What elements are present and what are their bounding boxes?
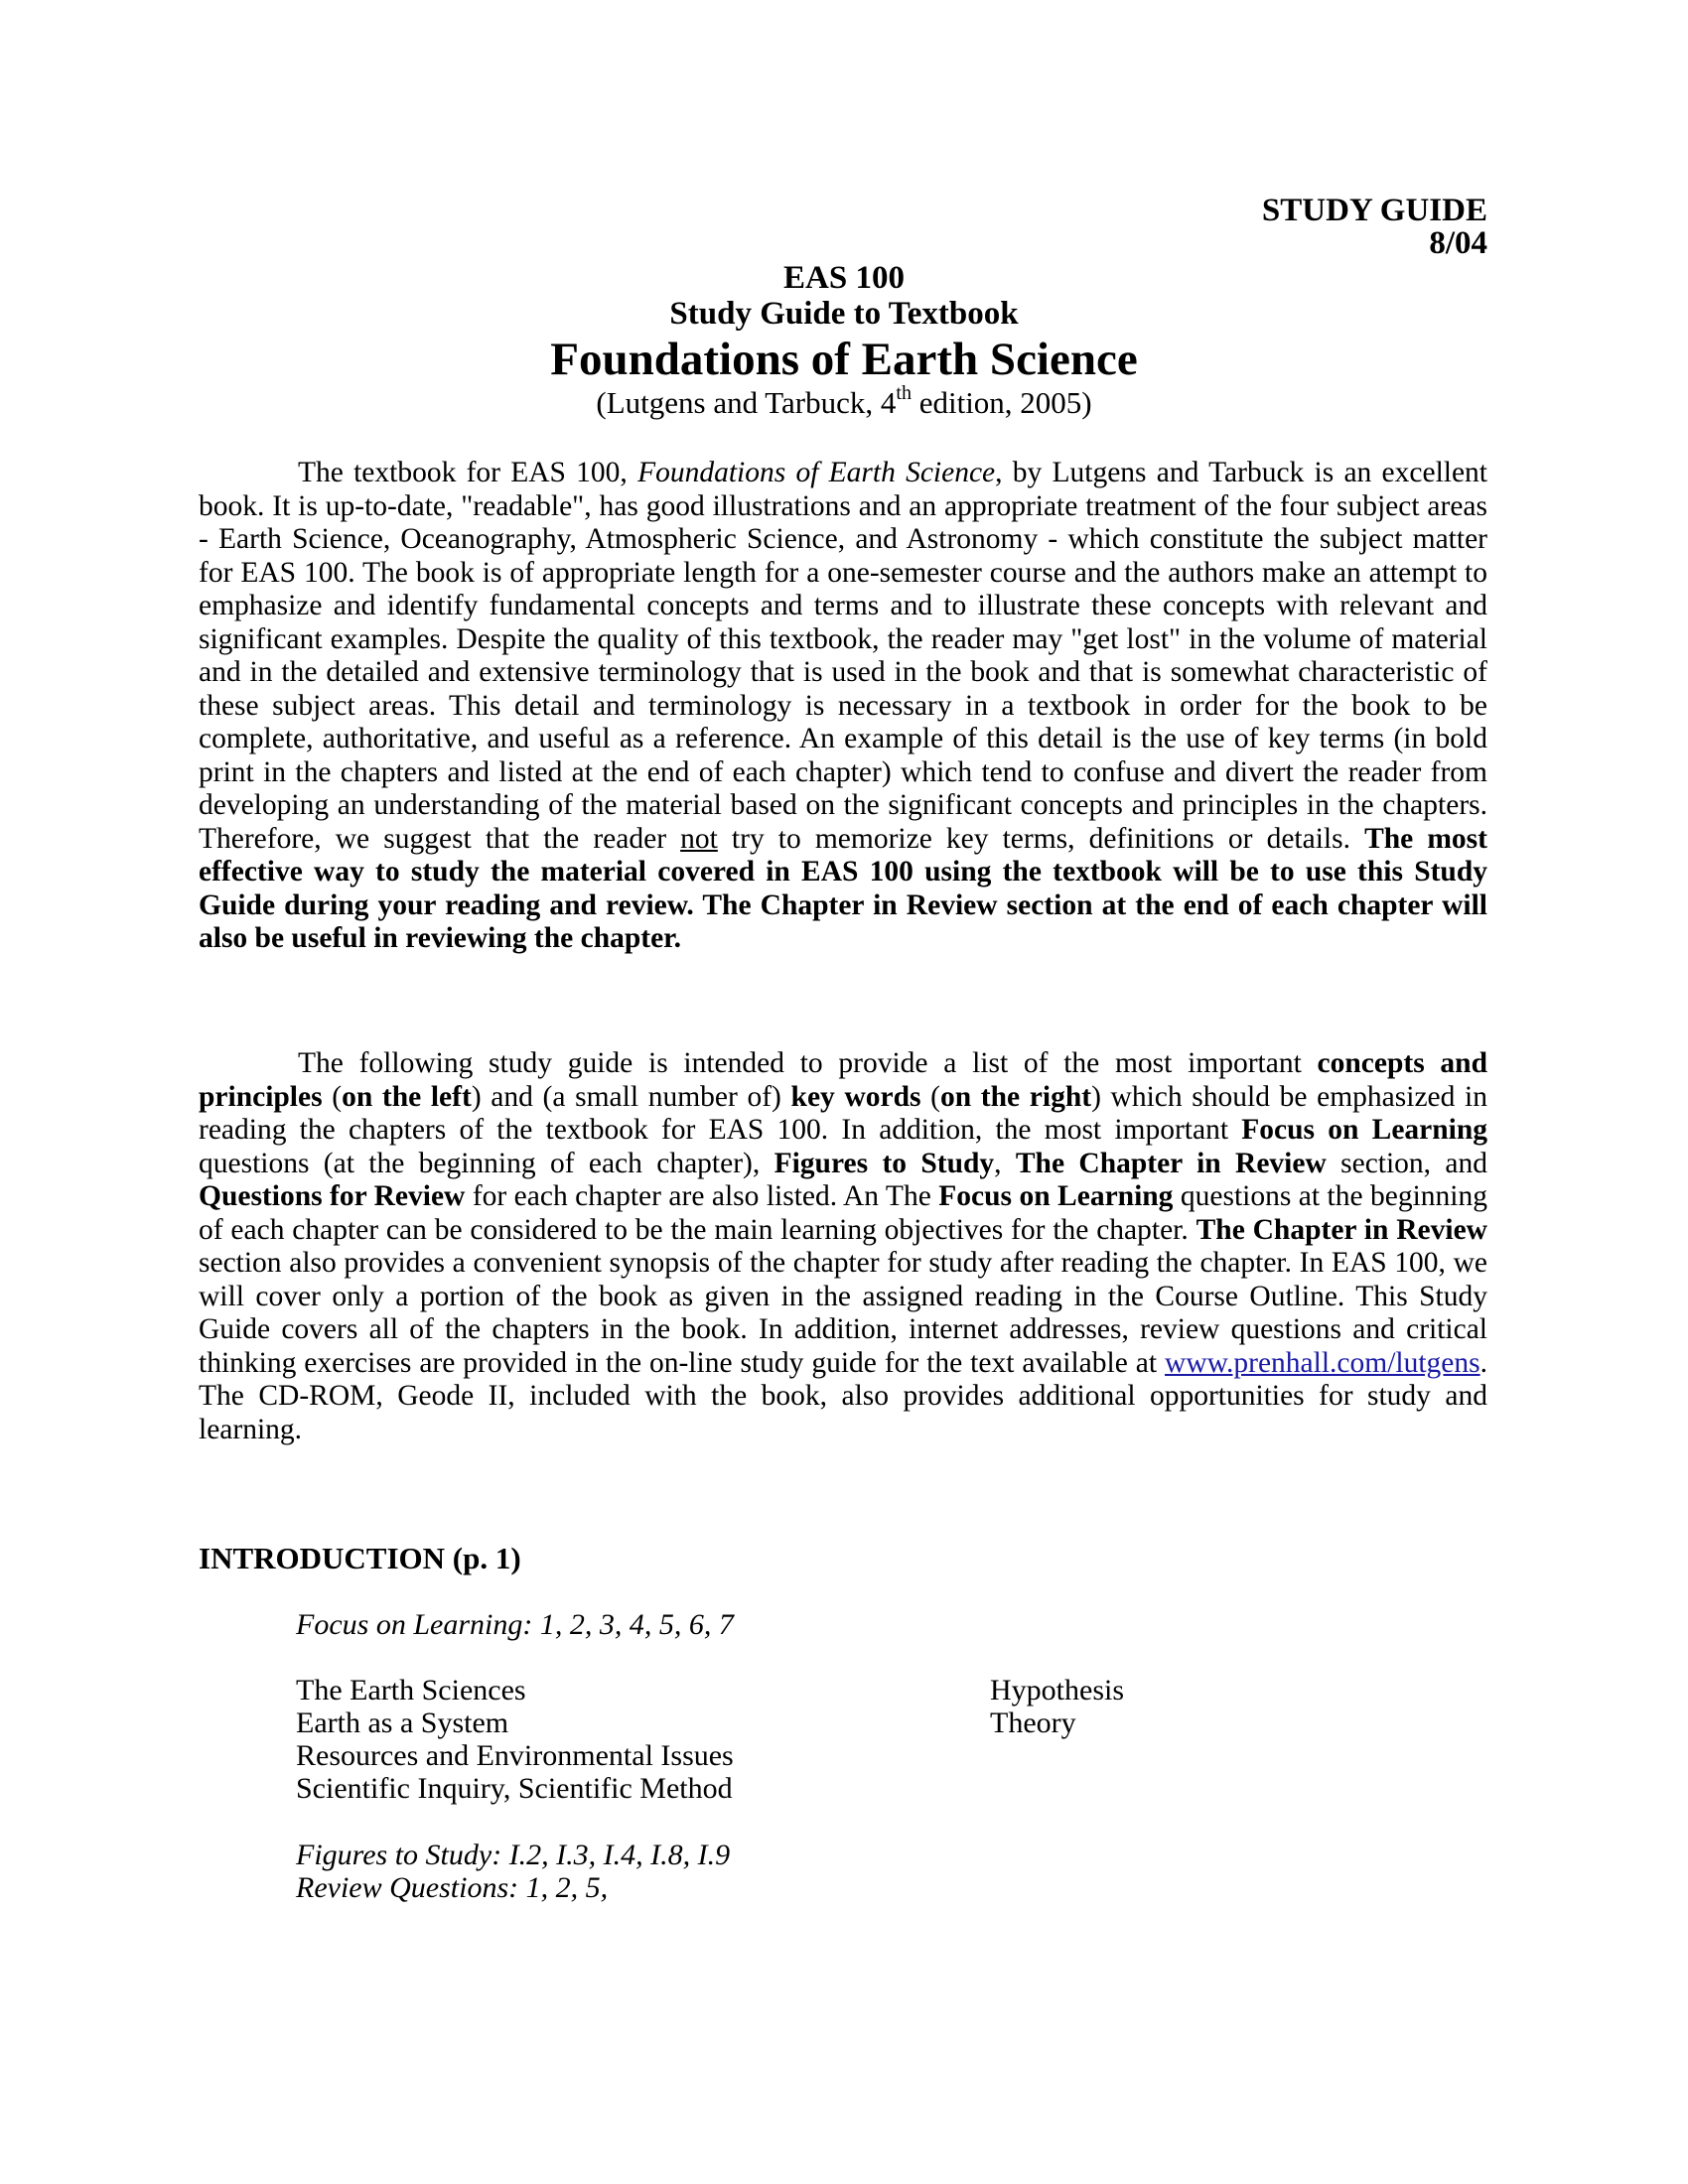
bold-term: Focus on Learning	[1241, 1114, 1488, 1146]
underlined-not: not	[680, 822, 718, 855]
text-run: ) and (a small number of)	[471, 1080, 791, 1113]
study-guide-label: STUDY GUIDE	[1261, 193, 1487, 228]
bold-term: on the left	[342, 1080, 472, 1113]
text-run: try to memorize key terms, definitions or details.	[717, 822, 1365, 855]
concepts-list	[296, 1674, 734, 1805]
text-run: (	[920, 1080, 940, 1113]
bold-term: key words	[790, 1080, 921, 1113]
text-run: questions (at the beginning of each chapter),	[199, 1147, 774, 1179]
text-run: ,	[994, 1147, 1016, 1179]
authors-text-end: edition, 2005)	[911, 385, 1092, 420]
bold-term: Focus on Learning	[938, 1180, 1174, 1212]
bold-term: concepts and principles	[199, 1047, 1487, 1113]
focus-on-learning: Focus on Learning: 1, 2, 3, 4, 5, 6, 7	[296, 1608, 734, 1641]
introduction-heading: INTRODUCTION (p. 1)	[199, 1541, 521, 1575]
course-subtitle: Study Guide to Textbook	[669, 296, 1019, 332]
authors-text: (Lutgens and Tarbuck, 4	[596, 385, 897, 420]
text-run: The following study guide is intended to provide a list of the most important	[298, 1047, 1318, 1079]
review-questions: Review Questions: 1, 2, 5,	[296, 1871, 609, 1904]
prenhall-link[interactable]: www.prenhall.com/lutgens	[1165, 1346, 1480, 1379]
text-run: section, and	[1326, 1147, 1487, 1179]
guide-paragraph	[199, 1047, 1487, 1446]
figures-and-review	[296, 1839, 730, 1904]
text-run: for each chapter are also listed. An The	[465, 1180, 939, 1212]
document-date: 8/04	[1429, 225, 1487, 261]
concept-item: Resources and Environmental Issues	[296, 1739, 734, 1772]
concept-item: Earth as a System	[296, 1706, 509, 1739]
bold-term: Figures to Study	[774, 1147, 995, 1179]
text-run: . The CD-ROM, Geode II, included with the book, also provides additional opportunities for study and learning.	[199, 1346, 1487, 1445]
text-run: (	[322, 1080, 343, 1113]
book-authors	[0, 382, 1688, 421]
text-run: The textbook for EAS 100,	[298, 457, 638, 488]
text-run: questions at the beginning of each chapter can be considered to be the main learning objectives for the chapter.	[199, 1180, 1488, 1246]
bold-term: Questions for Review	[199, 1180, 466, 1212]
keyword-item: Hypothesis	[990, 1674, 1124, 1706]
figures-to-study: Figures to Study: I.2, I.3, I.4, I.8, I.9	[296, 1839, 731, 1871]
book-title: Foundations of Earth Science	[550, 334, 1138, 385]
concept-item: Scientific Inquiry, Scientific Method	[296, 1772, 733, 1805]
bold-term: on the right	[939, 1080, 1092, 1113]
text-run: section also provides a convenient synopsis of the chapter for study after reading the chapter. In EAS 100, we will cover only a portion of the book as given in the assigned reading in the Course Outline. This Study Guide covers all of the chapters in the book. In addition, internet addresses, review questions and critical thinking exercises are provided in the on-line study guide for the text available at	[199, 1247, 1487, 1379]
edition-superscript: th	[896, 382, 912, 404]
course-title: EAS 100	[783, 260, 905, 296]
bold-advice: The most effective way to study the material covered in EAS 100 using the textbook will be to use this Study Guide during your reading and review. The Chapter in Review section at the end of each chapter will also be useful in reviewing the chapter.	[199, 822, 1487, 954]
intro-paragraph	[199, 457, 1487, 956]
book-title-italic: Foundations of Earth Science	[637, 457, 996, 488]
text-run: ) which should be emphasized in reading the chapters of the textbook for EAS 100. In addition, the most important	[199, 1080, 1487, 1146]
title-block	[0, 260, 1688, 421]
keyword-item: Theory	[990, 1706, 1076, 1739]
keywords-list	[990, 1674, 1124, 1739]
study-guide-header	[1262, 195, 1487, 260]
text-run: , by Lutgens and Tarbuck is an excellent book. It is up-to-date, "readable", has good illustrations and an appropriate treatment of the four subject areas - Earth Science, Oceanography, Atmospheric Science, and Astronomy - which constitute the subject matter for EAS 100. The book is of appropriate length for a one-semester course and the authors make an attempt to emphasize and identify fundamental concepts and terms and to illustrate these concepts with relevant and significant examples. Despite the quality of this textbook, the reader may "get lost" in the volume of material and in the detailed and extensive terminology that is used in the book and that is somewhat characteristic of these subject areas. This detail and terminology is necessary in a textbook in order for the book to be complete, authoritative, and useful as a reference. An example of this detail is the use of key terms (in bold print in the chapters and listed at the end of each chapter) which tend to confuse and divert the reader from developing an understanding of the material based on the significant concepts and principles in the chapters. Therefore, we suggest that the reader	[199, 457, 1487, 855]
bold-term: The Chapter in Review	[1015, 1147, 1327, 1179]
concept-item: The Earth Sciences	[296, 1674, 526, 1706]
bold-term: The Chapter in Review	[1196, 1213, 1487, 1246]
